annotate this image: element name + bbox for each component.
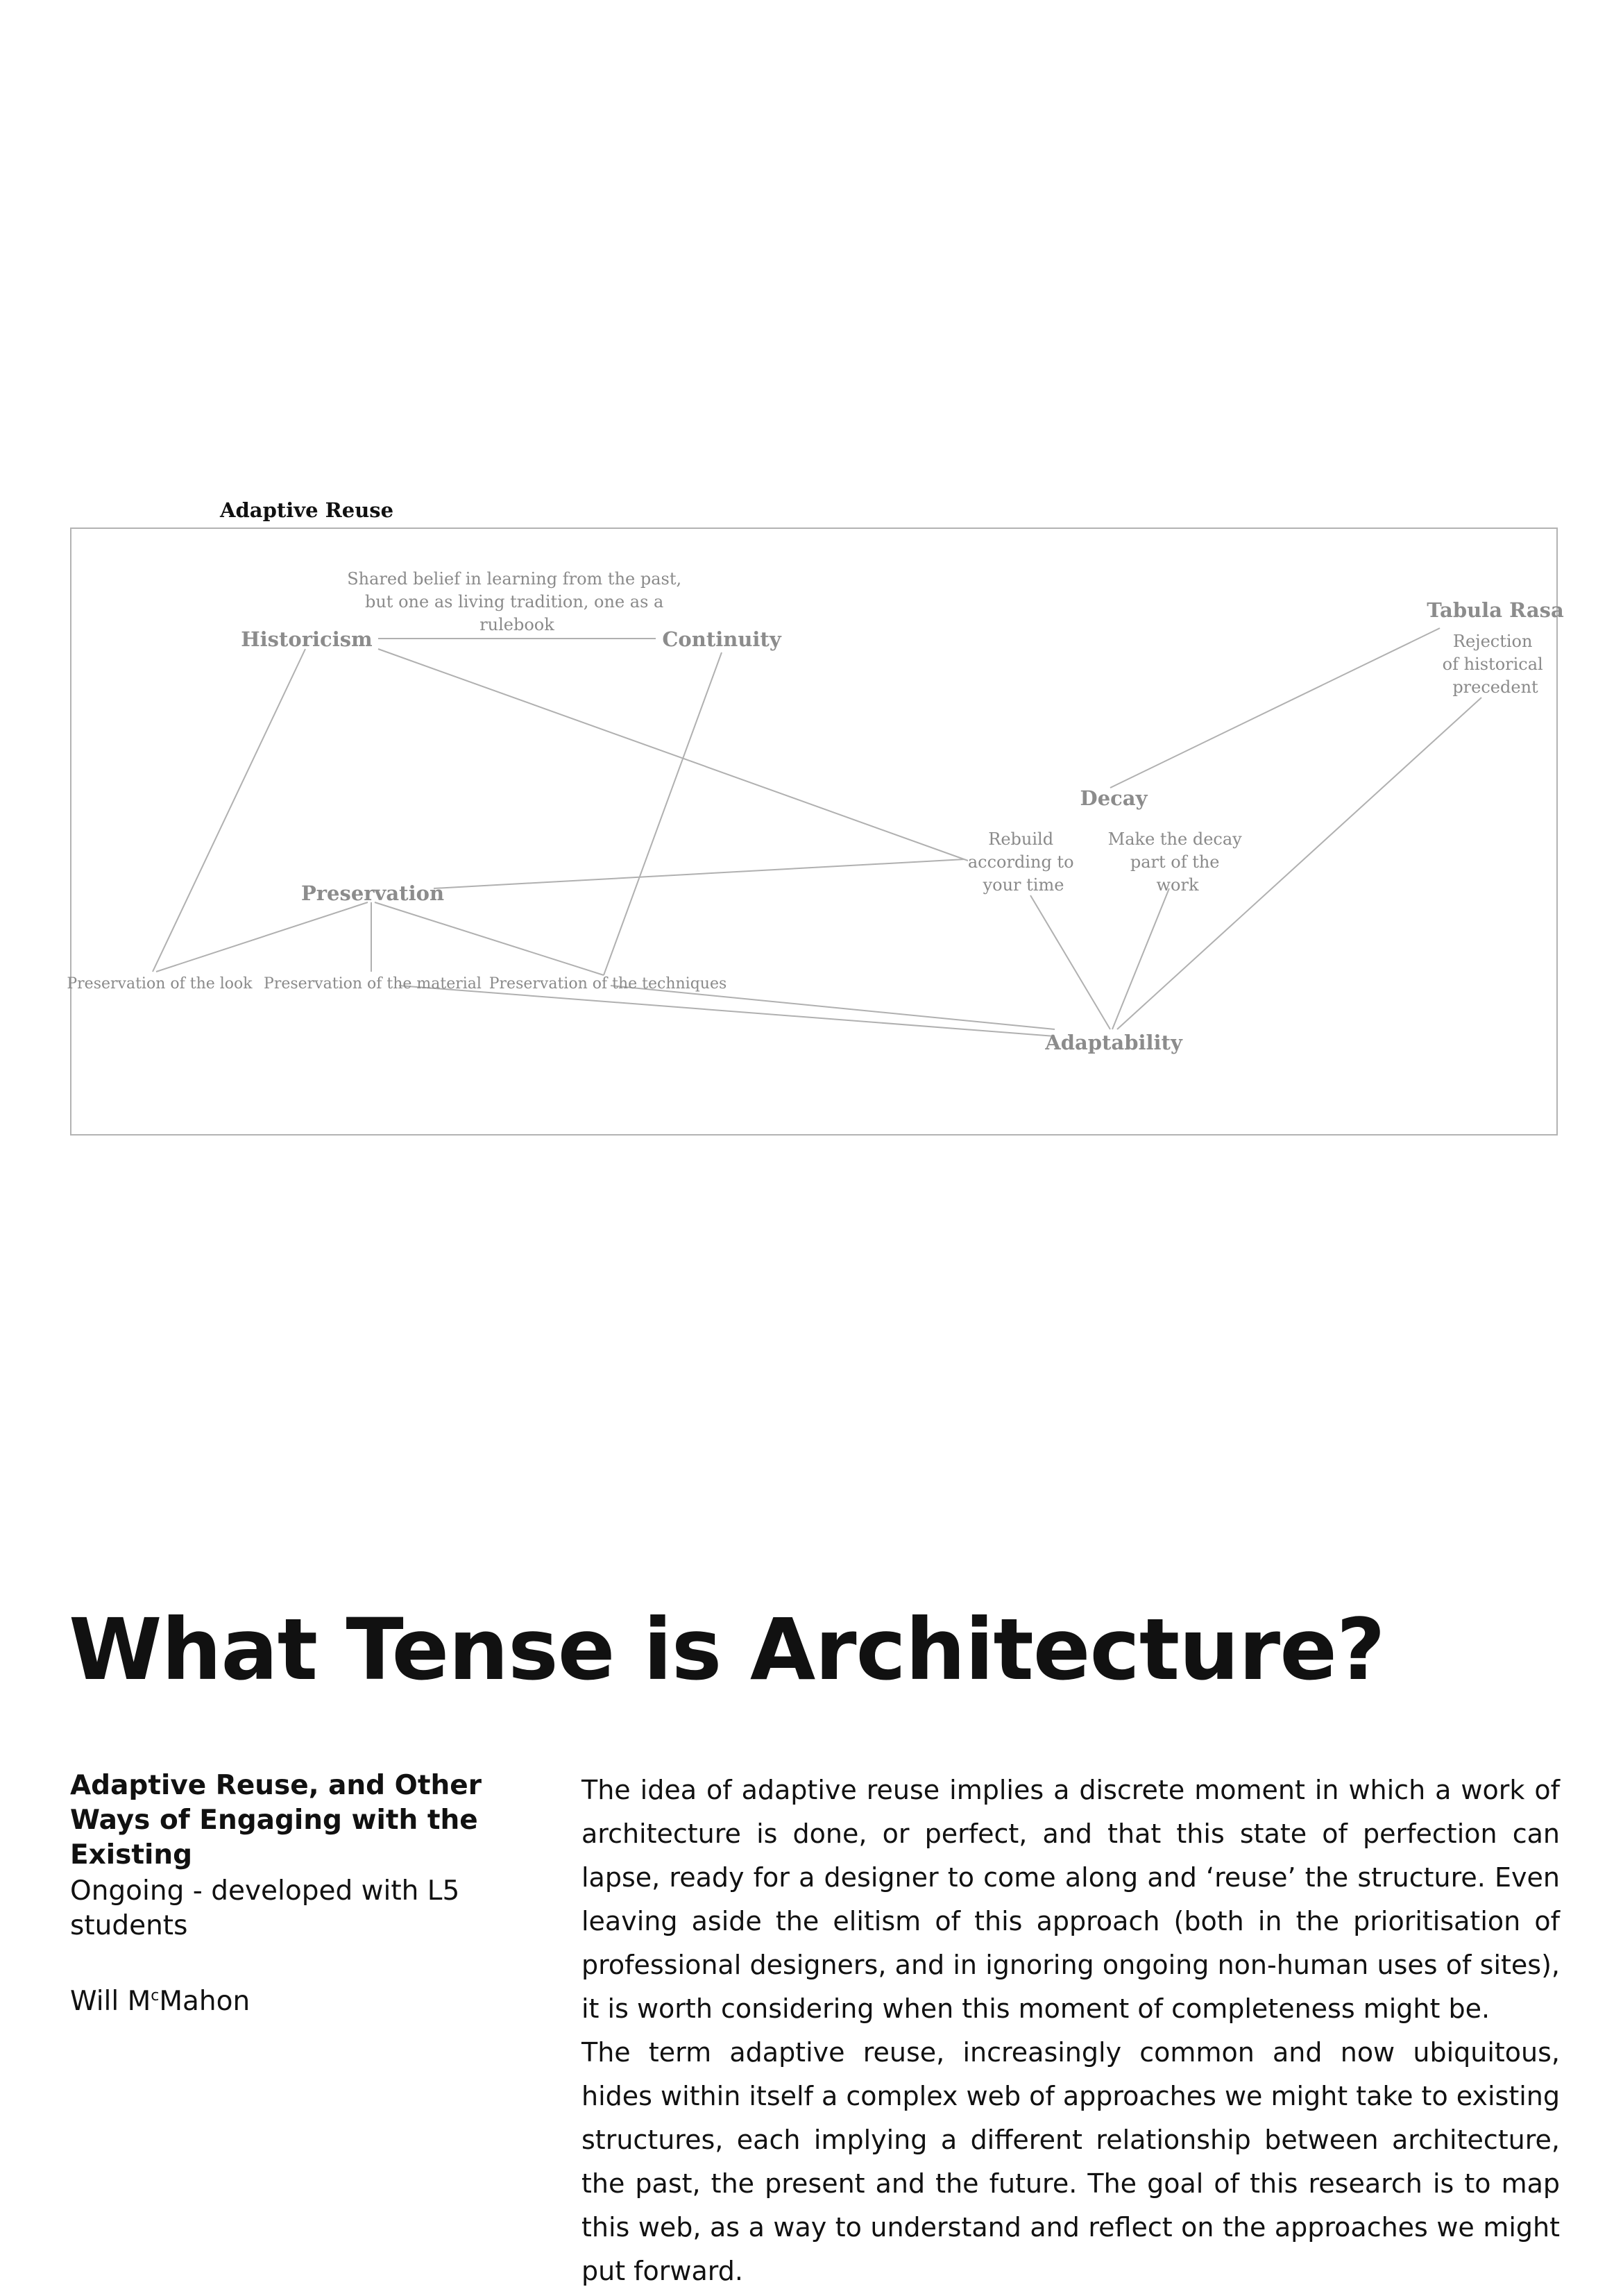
node-historicism: Historicism	[241, 627, 373, 651]
edge-rebuild-adaptability	[1030, 895, 1110, 1029]
article-subtitle: Adaptive Reuse, and Other Ways of Engaging with the Existing	[70, 1770, 482, 1871]
edge-historicism-look	[153, 649, 305, 972]
body-paragraph: The idea of adaptive reuse implies a discrete moment in which a work of architecture is done, or perfect, and that this state of perfection can lapse, ready for a designer to come along and ‘reuse’ the structure. Even leaving aside the elitism of this approach (both in the prioritisation of professional designers, and in ignoring ongoing non-human uses of sites), it is worth considering when this moment of completeness might be.	[581, 1775, 1560, 2024]
project-status: Ongoing - developed with L5 students	[70, 1875, 460, 1941]
edge-historicism-rebuild	[378, 649, 968, 861]
article-body	[581, 1769, 1560, 2293]
author-suffix: Mahon	[159, 1986, 250, 2017]
edge-preservation-techniques	[375, 902, 604, 975]
subnode-preservation-material: Preservation of the material	[264, 975, 482, 993]
edge-preservation-look	[156, 902, 368, 972]
subnode-preservation-techniques: Preservation of the techniques	[488, 975, 727, 993]
diagram-title: Adaptive Reuse	[220, 498, 394, 522]
node-decay: Decay	[1080, 786, 1148, 810]
node-preservation: Preservation	[300, 881, 445, 905]
edge-tabula-decay	[1110, 628, 1440, 788]
author-name	[70, 1979, 250, 2019]
node-tabula-rasa: Tabula Rasa	[1427, 598, 1564, 622]
edge-material-adaptability	[399, 986, 1055, 1036]
edge-preservation-rebuild	[434, 859, 965, 888]
author-superscript: c	[151, 1987, 160, 2004]
note-rejection: Rejection of historical precedent	[1442, 632, 1543, 697]
note-rebuild: Rebuild according to your time	[967, 829, 1074, 895]
page-title: What Tense is Architecture?	[69, 1601, 1385, 1699]
note-make-decay: Make the decay part of the work	[1107, 829, 1242, 895]
node-continuity: Continuity	[662, 627, 781, 651]
body-paragraph: The term adaptive reuse, increasingly common and now ubiquitous, hides within itself a complex web of approaches we might take to existing structures, each implying a different relationship between architecture, the past, the present and the future. The goal of this research is to map this web, as a way to understand and reflect on the approaches we might put forward.	[581, 2037, 1560, 2286]
author-prefix: Will M	[70, 1986, 151, 2017]
note-shared-belief: Shared belief in learning from the past, but one as living tradition, one as a rulebook	[347, 569, 682, 634]
subnode-preservation-look: Preservation of the look	[67, 975, 253, 993]
edge-continuity-techniques	[604, 652, 722, 975]
node-adaptability: Adaptability	[1045, 1031, 1182, 1054]
